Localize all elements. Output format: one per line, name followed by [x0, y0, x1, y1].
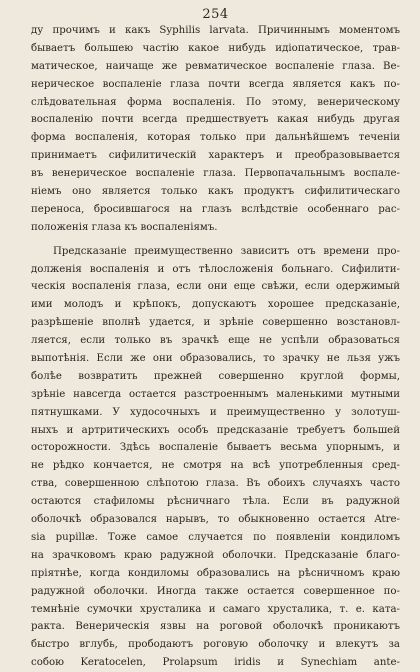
- text-line: быстро вглубь, прободаютъ роговую оболочку и влекутъ за: [31, 639, 400, 651]
- text-line: осторожности. Здѣсь воспаленіе бываетъ весьма упорнымъ, и: [31, 442, 400, 454]
- text-line: радужной оболочки. Иногда также остается совершенное по-: [31, 585, 400, 597]
- text-line: sia pupillæ. Тоже самое случается по появленіи кондиломъ: [31, 531, 400, 543]
- text-line: долженія воспаленія и отъ тѣлосложенія больнаго. Сифилити-: [31, 263, 400, 275]
- page-number: 254: [202, 7, 229, 22]
- text-line: болѣе возвратить прежней совершенно круглой формы,: [31, 370, 400, 382]
- text-line: воспаленію почти всегда предшествуетъ какая нибудь другая: [31, 114, 400, 126]
- text-line: зрѣніе навсегда остается разстроеннымъ маленькими мутными: [31, 388, 400, 400]
- text-line: выпотѣнія. Если же они образовались, то зрачку не льзя ужъ: [31, 353, 400, 365]
- text-line: собою Keratocelen, Prolapsum iridis и Synechiam ante-: [31, 657, 400, 669]
- text-line: остаются стафиломы рѣсничнаго тѣла. Если въ радужной: [31, 496, 400, 508]
- text-line: на зрачковомъ краю радужной оболочки. Предсказаніе благо-: [31, 549, 400, 561]
- text-line: въ венерическое воспаленіе глаза. Первопачальнымъ воспале-: [31, 168, 400, 180]
- text-line: форма воспаленія, которая только при дальнѣйшемъ теченіи: [31, 132, 400, 144]
- text-line: темнѣніе сумочки хрусталика и самаго хрусталика, т. е. ката-: [31, 603, 400, 615]
- text-line: разрѣшеніе вполнѣ удается, и зрѣніе совершенно возстановл-: [31, 317, 400, 329]
- text-line: пріятнѣе, когда кондиломы образовались на рѣсничномъ краю: [31, 567, 400, 579]
- text-line: нерическое воспаленіе глаза почти всегда является какъ по-: [31, 78, 400, 90]
- text-line: бываетъ большею частію какое нибудь идіопатическое, трав-: [31, 42, 400, 54]
- paragraph-1: [31, 22, 400, 237]
- text-line: ніемъ оно является только какъ продуктъ сифилитическаго: [31, 186, 400, 198]
- text-line: матическое, наичаще же ревматическое воспаленіе глаза. Ве-: [31, 60, 400, 72]
- text-line: ческія воспаленія глаза, если они еще свѣжи, если одержимый: [31, 281, 400, 293]
- text-line: ныхъ и артритическихъ особъ предсказаніе требуетъ большей: [31, 424, 400, 436]
- text-line: оболочкѣ образовался нарывъ, то обыкновенно остается Atre-: [31, 514, 400, 526]
- paragraph-2: [31, 243, 400, 672]
- text-line: ракта. Венерическія язвы на роговой оболочкѣ проникаютъ: [31, 621, 400, 633]
- text-line: не рѣдко кончается, не смотря на всѣ употребленныя сред-: [31, 460, 400, 472]
- text-line: Предсказаніе преимущественно зависитъ отъ времени про-: [53, 245, 400, 257]
- text-line: переноса, бросившагося на глазъ вслѣдствіе особеннаго рас-: [31, 203, 400, 215]
- text-line: ства, совершенною слѣпотою глаза. Въ обоихъ случаяхъ часто: [31, 478, 400, 490]
- text-line: положенія глаза къ воспаленіямъ.: [31, 221, 218, 233]
- text-line: ими молодъ и крѣпокъ, допускаютъ хорошее предсказаніе,: [31, 299, 400, 311]
- text-line: слѣдовательная форма воспаленія. По этому, венерическому: [31, 96, 400, 108]
- text-line: ду прочимъ и какъ Syphilis larvata. Причиннымъ моментомъ: [31, 25, 400, 36]
- text-line: пятнушками. У худосочныхъ и преимущественно у золотуш-: [31, 406, 400, 418]
- text-line: принимаетъ сифилитическій характеръ и преобразовывается: [31, 150, 400, 162]
- text-line: ляется, если только въ зрачкѣ еще не успѣли образоваться: [31, 335, 400, 347]
